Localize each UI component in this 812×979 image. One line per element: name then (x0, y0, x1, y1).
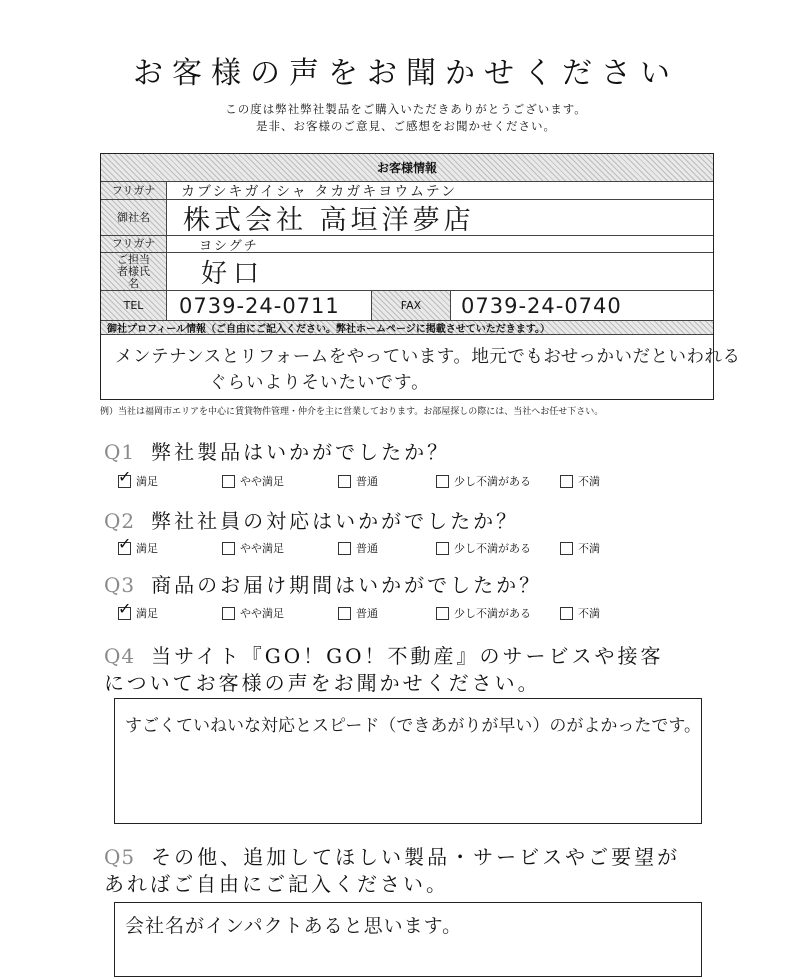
q3-option-neutral[interactable] (338, 605, 378, 621)
tel-field[interactable]: 0739-24-0711 (179, 293, 340, 318)
question-2 (104, 505, 519, 534)
q1-option-satisfied[interactable] (118, 466, 158, 489)
question-5-text-line-2: あればご自由にご記入ください。 (104, 872, 449, 896)
question-4-text-line-2: についてお客様の声をお聞かせください。 (104, 671, 541, 695)
q4-answer-text: すごくていねいな対応とスピード（できあがりが早い）のがよかったです。 (125, 716, 701, 736)
checkbox[interactable] (338, 475, 351, 488)
form-header-row (101, 154, 713, 182)
company-furigana-field[interactable]: カブシキガイシャ タカガキヨウムテン (181, 183, 458, 200)
question-1-text: 弊社製品はいかがでしたか？ (151, 440, 451, 464)
profile-header-row (101, 321, 713, 335)
q2-option-somewhat-dissatisfied[interactable] (436, 540, 531, 556)
question-2-text: 弊社社員の対応はいかがでしたか？ (151, 509, 520, 533)
q3-option-somewhat-dissatisfied[interactable] (436, 605, 531, 621)
question-3-text: 商品のお届け期間はいかがでしたか？ (151, 573, 543, 597)
furigana-label: フリガナ (101, 182, 167, 199)
profile-line-2: ぐらいよりそいたいです。 (209, 373, 430, 393)
checkbox[interactable] (118, 533, 132, 555)
q3-option-somewhat-satisfied[interactable] (222, 605, 284, 621)
option-label: 少し不満がある (454, 542, 531, 555)
checkbox[interactable] (338, 542, 351, 555)
option-label: 普通 (356, 475, 378, 488)
company-label: 御社名 (101, 200, 167, 235)
question-1-options (118, 466, 638, 493)
option-label: 少し不満がある (454, 475, 531, 488)
tel-fax-row (101, 291, 713, 321)
page-title: お客様の声をお聞かせください (133, 56, 679, 91)
profile-line-1: メンテナンスとリフォームをやっています。地元でもおせっかいだといわれる (115, 347, 741, 367)
checkbox[interactable] (222, 475, 235, 488)
q2-option-neutral[interactable] (338, 540, 378, 556)
q5-answer-box[interactable] (114, 902, 702, 977)
checkbox[interactable] (560, 475, 573, 488)
checkbox[interactable] (560, 542, 573, 555)
q2-option-dissatisfied[interactable] (560, 540, 600, 556)
check-mark-icon: ✓ (118, 598, 132, 618)
customer-info-form (100, 153, 741, 400)
person-label: ご担当者様氏名 (101, 253, 167, 290)
option-label: 少し不満がある (454, 607, 531, 620)
question-1-number: Q1 (104, 440, 136, 464)
person-furigana-row (101, 236, 713, 253)
intro-text-2: 是非、お客様のご意見、ご感想をお聞かせください。 (256, 119, 556, 133)
checkbox[interactable] (436, 542, 449, 555)
check-mark-icon: ✓ (118, 466, 132, 486)
question-3-number: Q3 (104, 573, 136, 597)
q2-option-satisfied[interactable] (118, 533, 158, 556)
question-5-number: Q5 (104, 845, 136, 869)
option-label: やや満足 (240, 542, 284, 555)
person-name-field[interactable]: 好口 (201, 259, 266, 289)
option-label: 満足 (136, 475, 158, 488)
person-furigana-field[interactable]: ヨシグチ (199, 238, 259, 254)
company-name-row (101, 200, 713, 236)
question-3 (104, 569, 542, 598)
q2-option-somewhat-satisfied[interactable] (222, 540, 284, 556)
question-4 (104, 640, 663, 669)
checkbox[interactable] (118, 466, 132, 488)
option-label: 満足 (136, 542, 158, 555)
checkbox[interactable] (436, 607, 449, 620)
company-name-field[interactable]: 株式会社 高垣洋夢店 (183, 205, 475, 236)
question-5 (104, 841, 680, 870)
checkbox[interactable] (118, 598, 132, 620)
checkbox[interactable] (222, 607, 235, 620)
question-5-line-2 (104, 868, 449, 897)
profile-header: 御社プロフィール情報（ご自由にご記入ください。弊社ホームページに掲載させていただきます。） (107, 324, 550, 335)
profile-field[interactable] (101, 335, 741, 398)
option-label: やや満足 (240, 475, 284, 488)
person-furigana-label: フリガナ (101, 236, 167, 252)
profile-example-note: 例）当社は福岡市エリアを中心に賃貸物件管理・仲介を主に営業しております。お部屋探しの際には、当社へお任せ下さい。 (100, 407, 604, 417)
option-label: やや満足 (240, 607, 284, 620)
form-header: お客様情報 (376, 161, 437, 175)
option-label: 普通 (356, 542, 378, 555)
q5-answer-text: 会社名がインパクトあると思います。 (125, 915, 463, 937)
option-label: 満足 (136, 607, 158, 620)
option-label: 不満 (578, 607, 600, 620)
q1-option-somewhat-satisfied[interactable] (222, 473, 284, 489)
check-mark-icon: ✓ (118, 533, 132, 553)
checkbox[interactable] (436, 475, 449, 488)
checkbox[interactable] (338, 607, 351, 620)
person-name-row (101, 253, 713, 291)
intro-text-1: この度は弊社弊社製品をご購入いただきありがとうございます。 (225, 102, 587, 116)
question-2-options (118, 533, 638, 560)
question-2-number: Q2 (104, 509, 136, 533)
question-5-text-line-1: その他、追加してほしい製品・サービスやご要望が (151, 845, 681, 869)
checkbox[interactable] (222, 542, 235, 555)
q3-option-satisfied[interactable] (118, 598, 158, 621)
checkbox[interactable] (560, 607, 573, 620)
q3-option-dissatisfied[interactable] (560, 605, 600, 621)
question-1 (104, 436, 450, 465)
question-4-line-2 (104, 667, 541, 696)
fax-label: FAX (371, 291, 451, 320)
question-3-options (118, 598, 638, 625)
question-4-number: Q4 (104, 644, 136, 668)
option-label: 不満 (578, 542, 600, 555)
q4-answer-box[interactable] (114, 698, 702, 824)
question-4-text-line-1: 当サイト『GO！GO！不動産』のサービスや接客 (151, 644, 664, 668)
fax-field[interactable]: 0739-24-0740 (461, 293, 622, 318)
q1-option-dissatisfied[interactable] (560, 473, 600, 489)
q1-option-neutral[interactable] (338, 473, 378, 489)
tel-label: TEL (101, 291, 167, 320)
q1-option-somewhat-dissatisfied[interactable] (436, 473, 531, 489)
option-label: 不満 (578, 475, 600, 488)
option-label: 普通 (356, 607, 378, 620)
